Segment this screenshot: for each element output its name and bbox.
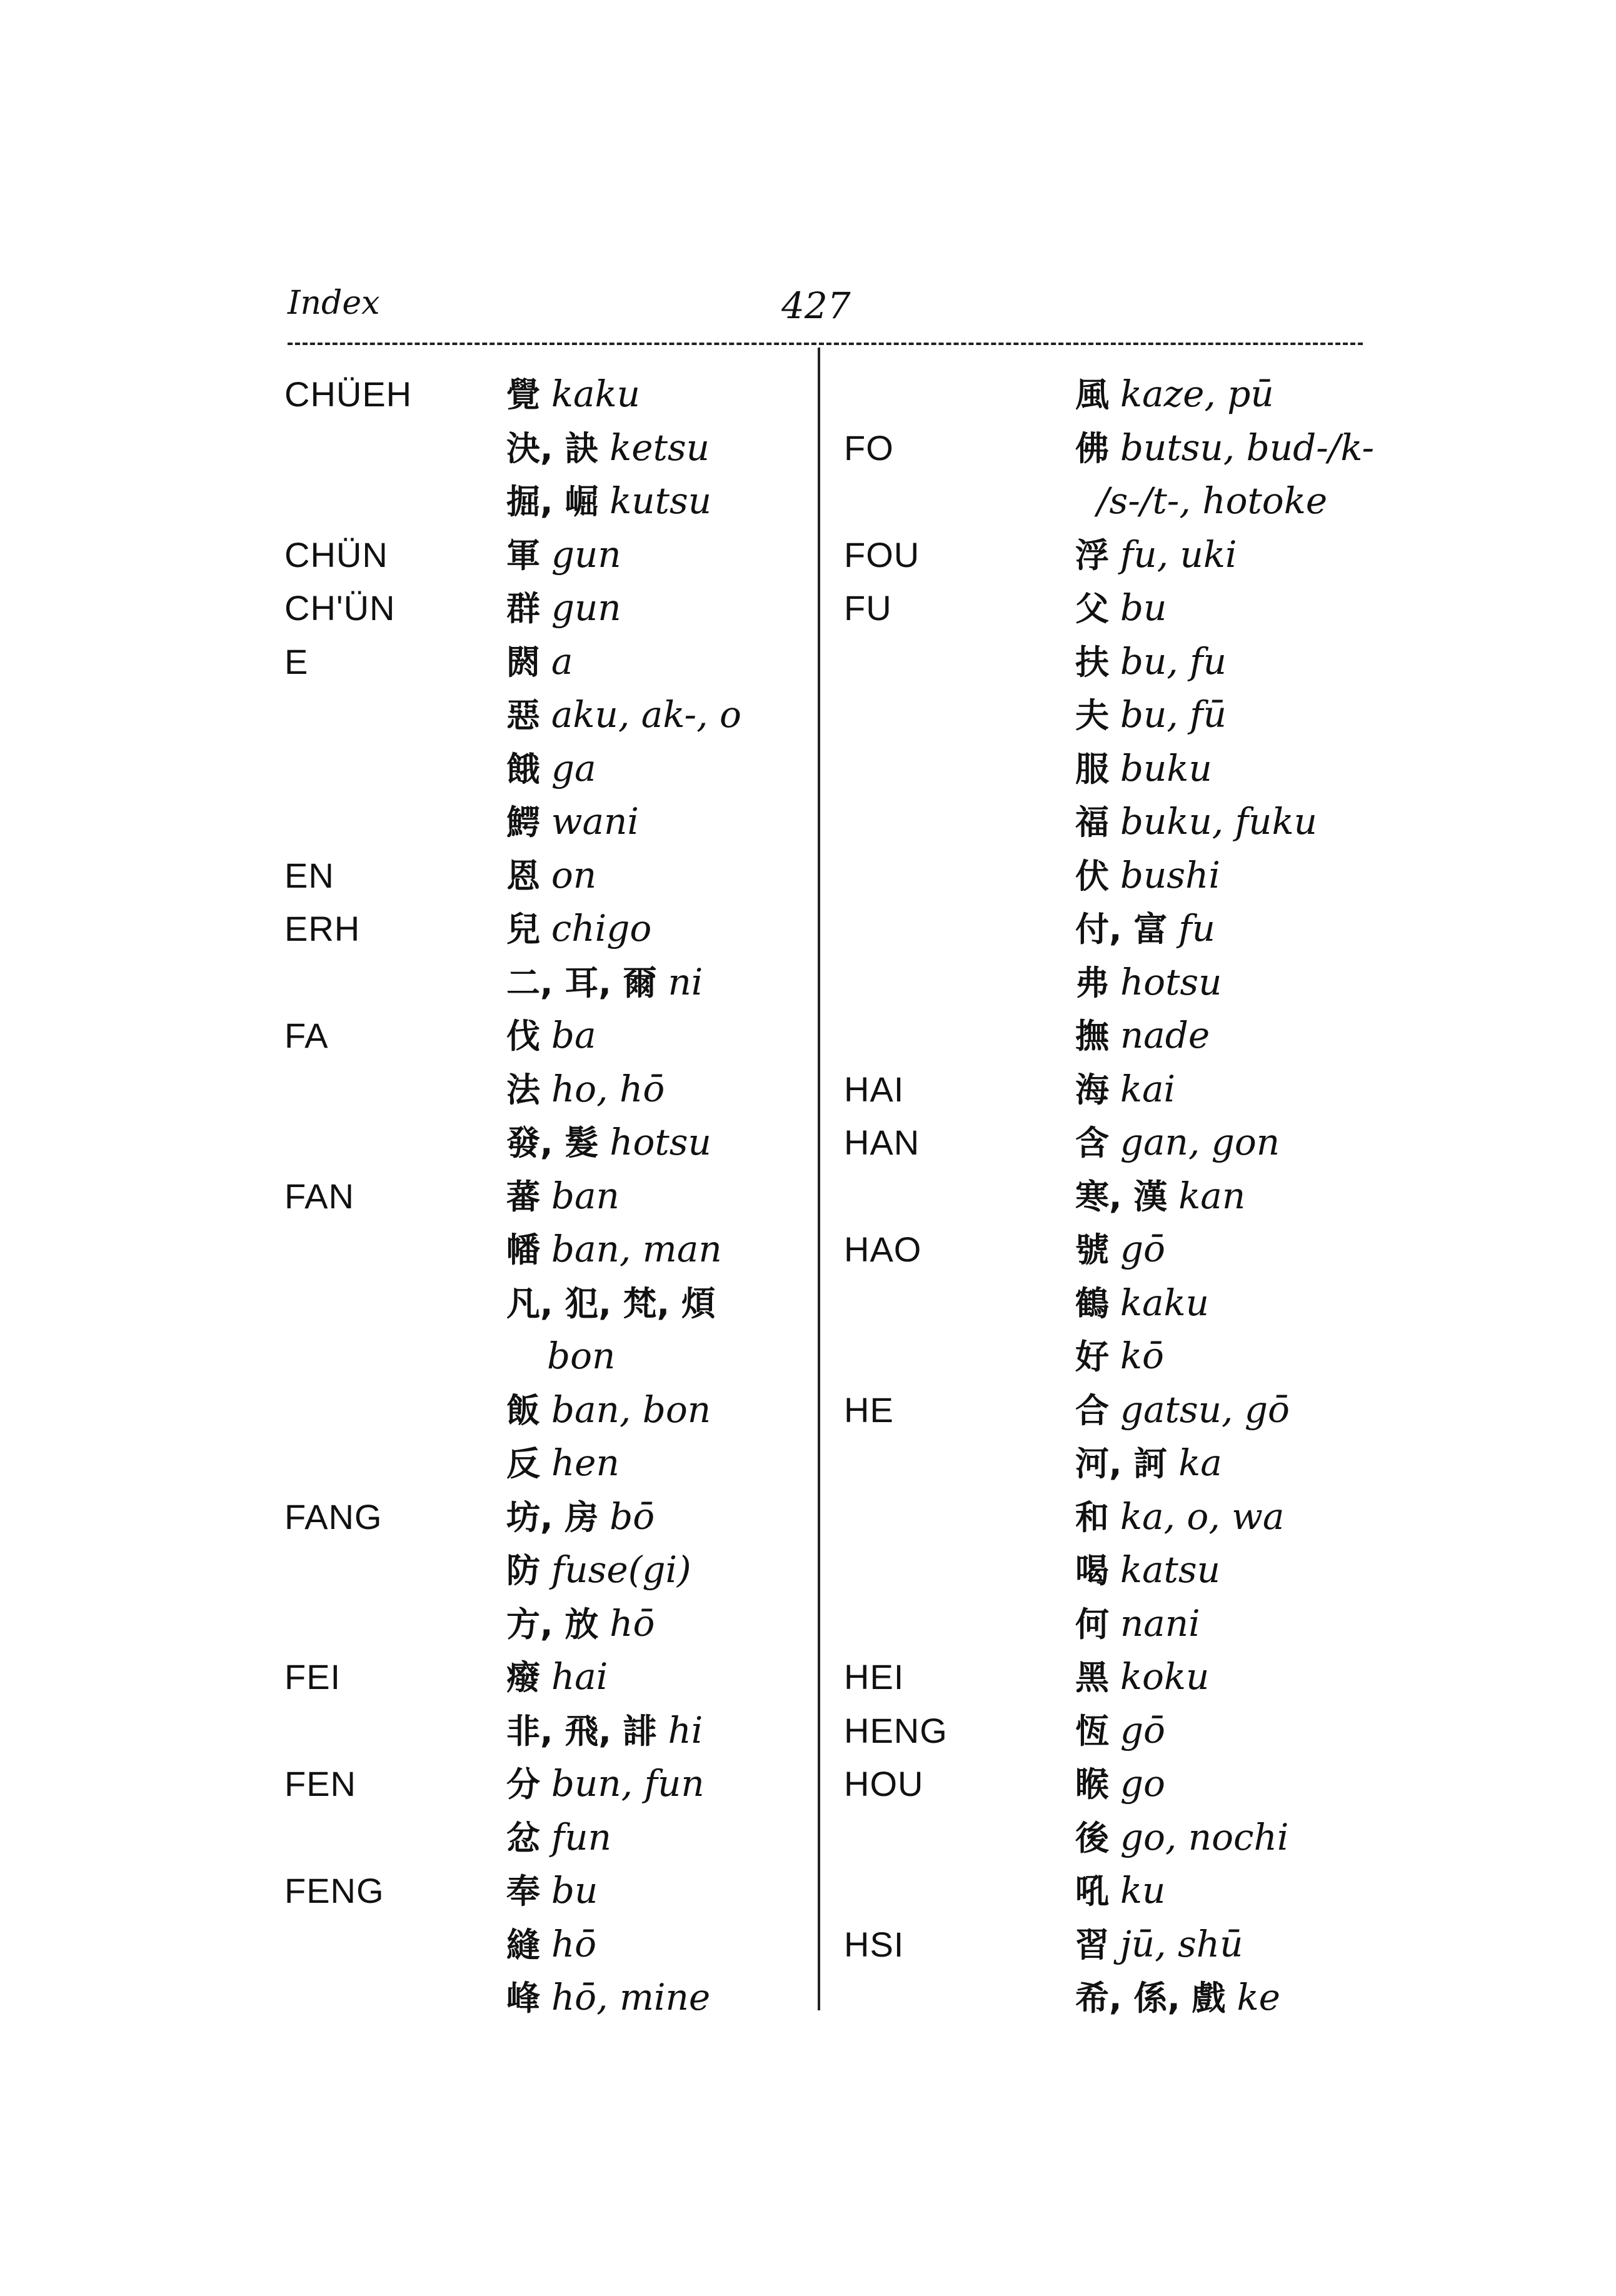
entry-readings [1075, 1757, 1165, 1812]
pinyin-syllable: FAN [284, 1176, 354, 1216]
entry-readings [547, 1330, 615, 1384]
pinyin-syllable: FEI [284, 1657, 341, 1697]
kanji-characters: 兒 [506, 910, 540, 949]
entry-readings [1075, 1490, 1284, 1545]
japanese-reading: ban, man [551, 1228, 722, 1270]
japanese-reading: fun [551, 1815, 611, 1858]
kanji-characters: 河, 訶 [1075, 1444, 1168, 1483]
entry-readings [1075, 1383, 1290, 1438]
index-entry [284, 1170, 810, 1223]
entry-readings [1075, 795, 1317, 850]
japanese-reading: hotsu [1120, 960, 1222, 1003]
japanese-reading: on [551, 853, 597, 896]
index-entry [844, 902, 1394, 956]
japanese-reading: buku [1120, 746, 1212, 790]
kanji-characters: 好 [1075, 1337, 1109, 1376]
kanji-characters: 軍 [506, 535, 540, 575]
entry-readings [506, 368, 640, 422]
entry-readings [506, 1436, 620, 1491]
kanji-characters: 號 [1075, 1230, 1109, 1270]
kanji-characters: 浮 [1075, 535, 1109, 575]
entry-readings [1075, 1436, 1222, 1491]
pinyin-syllable: FU [844, 588, 892, 628]
entry-readings [506, 956, 703, 1010]
entry-readings [1075, 1276, 1209, 1331]
kanji-characters: 何 [1075, 1604, 1109, 1644]
index-entry [844, 1650, 1394, 1704]
index-entry [844, 1490, 1394, 1544]
japanese-reading: ba [551, 1014, 596, 1056]
japanese-reading: ban, bon [551, 1388, 711, 1431]
pinyin-syllable: HEI [844, 1657, 905, 1697]
kanji-characters: 恩 [506, 856, 540, 896]
entry-readings [1075, 1116, 1280, 1170]
japanese-reading: bu [1120, 586, 1167, 629]
japanese-reading: ka [1178, 1441, 1222, 1484]
index-column-left [284, 368, 810, 2025]
index-entry [844, 1704, 1394, 1758]
entry-readings [1075, 1330, 1164, 1384]
kanji-characters: 奉 [506, 1872, 540, 1911]
entry-readings [1097, 474, 1327, 529]
index-entry [844, 368, 1394, 421]
page-number: 427 [781, 284, 851, 327]
kanji-characters: 反 [506, 1444, 540, 1483]
japanese-reading: aku, ak-, o [551, 693, 741, 736]
kanji-characters: 付, 富 [1075, 910, 1168, 949]
entry-readings [506, 1864, 598, 1918]
entry-readings [506, 1757, 705, 1812]
kanji-characters: 非, 飛, 誹 [506, 1711, 657, 1751]
kanji-characters: 閼 [506, 642, 540, 682]
japanese-reading: hō [610, 1602, 655, 1645]
kanji-characters: 喝 [1075, 1551, 1109, 1590]
japanese-reading: fu [1178, 907, 1215, 950]
japanese-reading: nani [1120, 1602, 1200, 1645]
pinyin-syllable: CHÜN [284, 534, 388, 574]
index-entry [284, 1063, 810, 1116]
japanese-reading: /s-/t-, hotoke [1097, 479, 1328, 522]
index-entry [284, 1116, 810, 1170]
japanese-reading: hen [551, 1441, 620, 1484]
entry-readings [1075, 421, 1374, 476]
pinyin-syllable: HAI [844, 1069, 905, 1109]
entry-readings [1075, 1918, 1243, 1972]
entry-readings [506, 1704, 703, 1758]
japanese-reading: hotsu [610, 1121, 711, 1163]
index-entry [844, 1276, 1394, 1330]
pinyin-syllable: EN [284, 855, 334, 895]
index-entry [844, 849, 1394, 903]
japanese-reading: bun, fun [551, 1762, 705, 1805]
kanji-characters: 二, 耳, 爾 [506, 963, 657, 1003]
index-entry [844, 1864, 1394, 1918]
index-entry [844, 1918, 1394, 1972]
pinyin-syllable: FA [284, 1016, 329, 1055]
kanji-characters: 鰐 [506, 803, 540, 842]
entry-readings [506, 1811, 611, 1865]
index-entry [284, 1383, 810, 1437]
kanji-characters: 寒, 漢 [1075, 1176, 1168, 1216]
index-entry [284, 742, 810, 796]
index-entry [284, 1864, 810, 1918]
index-entry [284, 1330, 810, 1383]
japanese-reading: ban [551, 1174, 620, 1217]
japanese-reading: bushi [1120, 853, 1220, 896]
index-entry [284, 1650, 810, 1704]
index-entry [844, 421, 1394, 475]
kanji-characters: 風 [1075, 375, 1109, 414]
index-entry [844, 528, 1394, 582]
japanese-reading: nade [1120, 1014, 1210, 1056]
pinyin-syllable: FENG [284, 1871, 384, 1910]
japanese-reading: bō [610, 1495, 655, 1538]
entry-readings [506, 1543, 691, 1598]
kanji-characters: 扶 [1075, 642, 1109, 682]
kanji-characters: 伐 [506, 1016, 540, 1056]
japanese-reading: bu, fū [1120, 693, 1227, 736]
japanese-reading: kan [1178, 1174, 1246, 1217]
kanji-characters: 黑 [1075, 1658, 1109, 1697]
japanese-reading: hō, mine [551, 1976, 711, 2018]
index-entry [844, 1223, 1394, 1276]
japanese-reading: go, nochi [1120, 1815, 1289, 1858]
entry-readings [1075, 1170, 1245, 1224]
pinyin-syllable: CH'ÜN [284, 588, 396, 628]
entry-readings [1075, 956, 1222, 1010]
kanji-characters: 癈 [506, 1658, 540, 1697]
pinyin-syllable: HOU [844, 1764, 924, 1803]
japanese-reading: hai [551, 1655, 608, 1698]
kanji-characters: 凡, 犯, 梵, 煩 [506, 1283, 715, 1323]
kanji-characters: 恆 [1075, 1711, 1109, 1751]
entry-readings [506, 1116, 711, 1170]
kanji-characters: 福 [1075, 803, 1109, 842]
index-entry [284, 1971, 810, 2025]
entry-readings [506, 1918, 596, 1972]
pinyin-syllable: CHÜEH [284, 374, 413, 414]
kanji-characters: 吼 [1075, 1872, 1109, 1911]
index-entry [844, 688, 1394, 742]
japanese-reading: ho, hō [551, 1067, 665, 1110]
index-entry [284, 1223, 810, 1276]
japanese-reading: kai [1120, 1067, 1176, 1110]
index-entry [844, 795, 1394, 849]
index-entry [844, 474, 1394, 528]
header-rule [288, 343, 1363, 345]
kanji-characters: 幡 [506, 1230, 540, 1270]
entry-readings [506, 795, 639, 850]
japanese-reading: jū, shū [1120, 1922, 1243, 1965]
japanese-reading: gatsu, gō [1120, 1388, 1290, 1431]
kanji-characters: 服 [1075, 749, 1109, 789]
entry-readings [1075, 1063, 1175, 1117]
entry-readings [1075, 1704, 1165, 1758]
index-entry [844, 1757, 1394, 1811]
index-entry [284, 368, 810, 421]
entry-readings [1075, 1543, 1220, 1598]
index-entry [284, 1757, 810, 1811]
kanji-characters: 縫 [506, 1925, 540, 1965]
kanji-characters: 海 [1075, 1070, 1109, 1110]
kanji-characters: 睺 [1075, 1765, 1109, 1804]
entry-readings [506, 688, 741, 743]
pinyin-syllable: ERH [284, 909, 361, 948]
japanese-reading: bu, fu [1120, 639, 1227, 683]
pinyin-syllable: FOU [844, 534, 920, 574]
index-entry [844, 742, 1394, 796]
index-entry [284, 635, 810, 689]
entry-readings [1075, 1971, 1280, 2025]
section-title: Index [288, 284, 380, 322]
index-entry [284, 1436, 810, 1490]
pinyin-syllable: HE [844, 1390, 894, 1430]
entry-readings [506, 421, 710, 476]
kanji-characters: 掘, 崛 [506, 482, 599, 521]
entry-readings [1075, 1811, 1288, 1865]
pinyin-syllable: FEN [284, 1764, 356, 1803]
index-entry [284, 1009, 810, 1063]
index-entry [844, 581, 1394, 635]
index-entry [844, 1436, 1394, 1490]
japanese-reading: go [1120, 1762, 1165, 1805]
japanese-reading: koku [1120, 1655, 1210, 1698]
japanese-reading: kaku [1120, 1281, 1210, 1324]
pinyin-syllable: HAO [844, 1230, 922, 1269]
index-entry [284, 1597, 810, 1651]
japanese-reading: ka, o, wa [1120, 1495, 1285, 1538]
entry-readings [506, 742, 596, 796]
pinyin-syllable: HSI [844, 1924, 905, 1964]
index-entry [284, 421, 810, 475]
index-entry [844, 1543, 1394, 1597]
index-entry [284, 956, 810, 1010]
index-entry [284, 902, 810, 956]
entry-readings [1075, 688, 1227, 743]
japanese-reading: kō [1120, 1335, 1164, 1377]
japanese-reading: kutsu [610, 479, 712, 522]
kanji-characters: 撫 [1075, 1016, 1109, 1056]
pinyin-syllable: FANG [284, 1496, 383, 1537]
japanese-reading: wani [551, 800, 639, 843]
entry-readings [506, 1971, 710, 2025]
kanji-characters: 覺 [506, 375, 540, 414]
kanji-characters: 父 [1075, 589, 1109, 628]
japanese-reading: gō [1120, 1228, 1165, 1270]
kanji-characters: 峰 [506, 1978, 540, 2018]
japanese-reading: hō [551, 1922, 597, 1965]
japanese-reading: kaku [551, 373, 641, 415]
japanese-reading: hi [668, 1708, 703, 1752]
japanese-reading: gun [551, 586, 621, 629]
index-entry [844, 1170, 1394, 1223]
kanji-characters: 鶴 [1075, 1283, 1109, 1323]
entry-readings [1075, 528, 1237, 583]
kanji-characters: 含 [1075, 1123, 1109, 1163]
entry-readings [506, 474, 711, 529]
entry-readings [1075, 1009, 1210, 1063]
entry-readings [506, 581, 621, 636]
kanji-characters: 弗 [1075, 963, 1109, 1003]
entry-readings [506, 1223, 722, 1277]
japanese-reading: gan, gon [1120, 1121, 1280, 1163]
japanese-reading: a [551, 639, 573, 683]
kanji-characters: 群 [506, 589, 540, 628]
entry-readings [1075, 368, 1274, 422]
entry-readings [1075, 581, 1167, 636]
kanji-characters: 防 [506, 1551, 540, 1590]
entry-readings [506, 902, 651, 956]
kanji-characters: 餓 [506, 749, 540, 789]
pinyin-syllable: E [284, 641, 309, 681]
index-entry [284, 474, 810, 528]
index-entry [284, 1490, 810, 1544]
kanji-characters: 伏 [1075, 856, 1109, 896]
japanese-reading: ni [668, 960, 703, 1003]
index-entry [844, 1383, 1394, 1437]
index-entry [284, 1543, 810, 1597]
kanji-characters: 發, 髮 [506, 1123, 599, 1163]
entry-readings [506, 1063, 665, 1117]
page-header [288, 284, 1363, 334]
kanji-characters: 忿 [506, 1818, 540, 1858]
kanji-characters: 佛 [1075, 428, 1109, 468]
entry-readings [1075, 742, 1212, 796]
japanese-reading: ku [1120, 1869, 1166, 1912]
kanji-characters: 坊, 房 [506, 1497, 599, 1537]
japanese-reading: gō [1120, 1708, 1165, 1752]
entry-readings [506, 1009, 596, 1063]
pinyin-syllable: HAN [844, 1123, 920, 1162]
pinyin-syllable: FO [844, 428, 894, 468]
index-entry [284, 1704, 810, 1758]
entry-readings [506, 849, 596, 903]
japanese-reading: fu, uki [1120, 533, 1237, 576]
japanese-reading: katsu [1120, 1548, 1220, 1591]
kanji-characters: 飯 [506, 1390, 540, 1430]
index-entry [844, 956, 1394, 1010]
entry-readings [1075, 1864, 1165, 1918]
japanese-reading: ke [1237, 1976, 1280, 2018]
japanese-reading: ketsu [610, 426, 710, 469]
japanese-reading: bon [547, 1335, 616, 1377]
entry-readings [1075, 1650, 1209, 1705]
index-entry [844, 1116, 1394, 1170]
kanji-characters: 決, 訣 [506, 428, 599, 468]
index-entry [284, 849, 810, 903]
kanji-characters: 方, 放 [506, 1604, 599, 1644]
index-entry [284, 1811, 810, 1865]
pinyin-syllable: HENG [844, 1710, 948, 1750]
kanji-characters: 習 [1075, 1925, 1109, 1965]
kanji-characters: 和 [1075, 1497, 1109, 1537]
index-entry [844, 1811, 1394, 1865]
kanji-characters: 夫 [1075, 696, 1109, 735]
japanese-reading: kaze, pū [1120, 373, 1274, 415]
index-entry [284, 1276, 810, 1330]
entry-readings [506, 1650, 608, 1705]
index-entry [844, 1063, 1394, 1116]
japanese-reading: buku, fuku [1120, 800, 1317, 843]
entry-readings [1075, 1223, 1165, 1277]
index-column-right [844, 368, 1394, 2025]
japanese-reading: gun [551, 533, 621, 576]
entry-readings [1075, 902, 1215, 956]
kanji-characters: 蕃 [506, 1176, 540, 1216]
entry-readings [506, 1490, 655, 1545]
kanji-characters: 後 [1075, 1818, 1109, 1858]
index-entry [844, 1971, 1394, 2025]
entry-readings [1075, 635, 1227, 689]
entry-readings [506, 528, 621, 583]
japanese-reading: chigo [551, 907, 652, 950]
entry-readings [506, 635, 573, 689]
entry-readings [506, 1383, 711, 1438]
entry-readings [506, 1597, 655, 1652]
index-entry [284, 688, 810, 742]
kanji-characters: 分 [506, 1765, 540, 1804]
japanese-reading: bu [551, 1869, 598, 1912]
entry-readings [506, 1170, 620, 1224]
column-divider [818, 348, 820, 2010]
entry-readings [506, 1276, 715, 1331]
kanji-characters: 合 [1075, 1390, 1109, 1430]
index-entry [284, 1918, 810, 1972]
index-entry [844, 1597, 1394, 1651]
index-entry [284, 581, 810, 635]
japanese-reading: butsu, bud-/k- [1120, 426, 1375, 469]
index-entry [844, 635, 1394, 689]
japanese-reading: ga [551, 746, 596, 790]
kanji-characters: 法 [506, 1070, 540, 1110]
index-entry [284, 795, 810, 849]
japanese-reading: fuse(gi) [551, 1548, 691, 1591]
index-entry [844, 1330, 1394, 1383]
entry-readings [1075, 849, 1220, 903]
kanji-characters: 希, 係, 戲 [1075, 1978, 1226, 2018]
entry-readings [1075, 1597, 1200, 1652]
index-entry [284, 528, 810, 582]
kanji-characters: 惡 [506, 696, 540, 735]
index-entry [844, 1009, 1394, 1063]
